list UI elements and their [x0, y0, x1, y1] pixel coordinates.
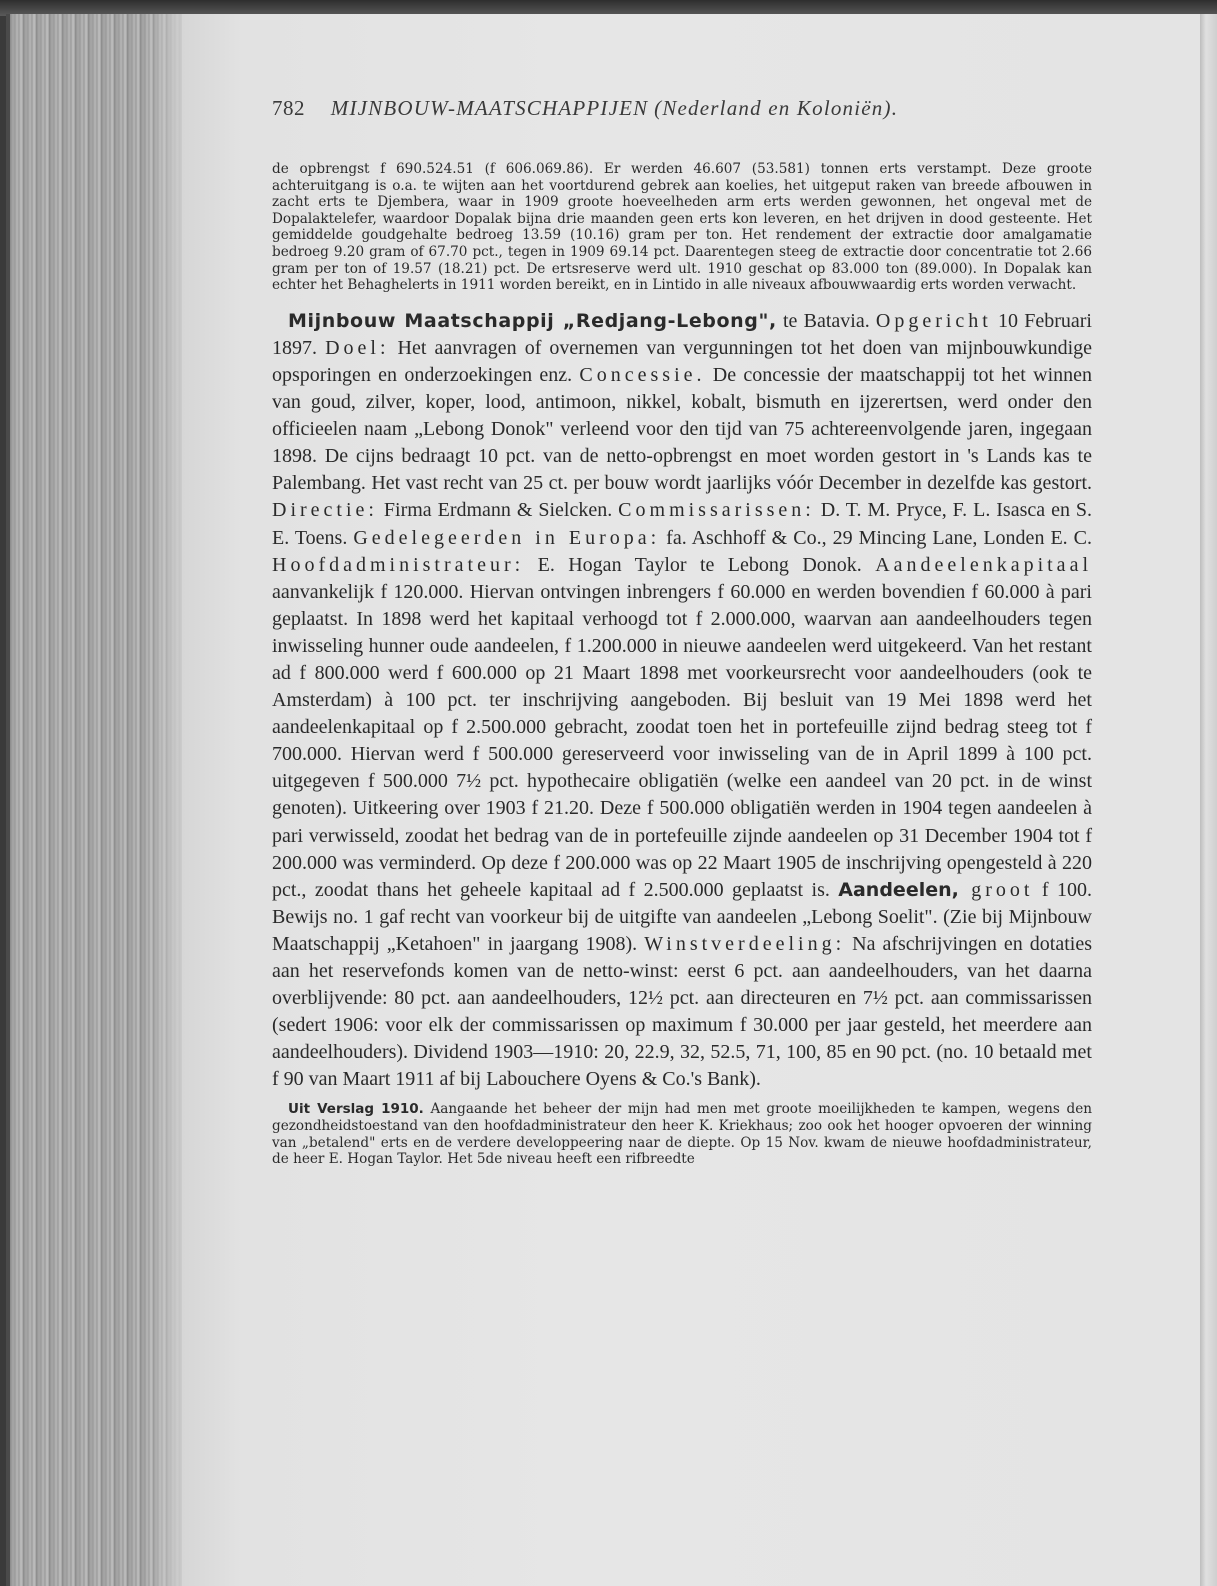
label-gedelegeerden: Gedelegeerden in Europa:: [353, 526, 661, 549]
text-opgericht: 10 Februari 1897.: [272, 309, 1092, 359]
running-subtitle: (Nederland en Koloniën).: [654, 96, 899, 120]
text-directie: Firma Erdmann & Sielcken.: [377, 499, 619, 522]
label-opgericht: Opgericht: [875, 309, 992, 332]
text-aandeelenkapitaal: aanvankelijk f 120.000. Hiervan ontvingen inbrengers f 60.000 en werden bovendien f 60.000 à pari geplaatst. In 1898 werd het kapitaal verhoogd tot f 2.000.000, waarvan aan aandeelhouders tegen inwisseling hunner oude aandeelen, f 1.200.000 in nieuwe aandeelen werd uitgekeerd. Van het restant ad f 800.000 werd f 600.000 op 21 Maart 1898 met voorkeursrecht voor aandeelhouders (ook te Amsterdam) à 100 pct. ter inschrijving aangeboden. Bij besluit van 19 Mei 1898 werd het aandeelenkapitaal op f 2.500.000 gebracht, zoodat toen het in portefeuille zijnd bedrag steeg tot f 700.000. Hiervan werd f 500.000 gereserveerd voor inwisseling van de in April 1899 à 100 pct. uitgegeven f 500.000 7½ pct. hypothecaire obligatiën (welke een aandeel van 20 pct. in de winst genoten). Uitkeering over 1903 f 21.20. Deze f 500.000 obligatiën werden in 1904 tegen aandeelen à pari verwisseld, zoodat het bedrag van de in portefeuille zijnde aandeelen op 31 December 1904 tot f 200.000 was verminderd. Op deze f 200.000 was op 22 Maart 1905 de inschrijving opengesteld à 220 pct., zoodat thans het geheele kapitaal ad f 2.500.000 geplaatst is.: [272, 580, 1092, 901]
book-page-stack: [6, 14, 186, 1586]
verslag-text: Aangaande het beheer der mijn had men met groote moeilijkheden te kampen, wegens den gezondheidstoestand van den hoofdadministrateur den heer K. Kriekhaus; zoo ook het hooger opvoeren der winning van „betalend" erts en de verdere developpeering naar de diepte. Op 15 Nov. kwam de nieuwe hoofdadministrateur, de heer E. Hogan Taylor. Het 5de niveau heeft een rifbreedte: [272, 1101, 1092, 1168]
page-number: 782: [272, 96, 305, 120]
text-gedelegeerden: fa. Aschhoff & Co., 29 Mincing Lane, Londen E. C.: [660, 526, 1093, 549]
verslag-heading: Uit Verslag 1910.: [288, 1101, 424, 1118]
company-entry: [272, 308, 1092, 1094]
label-commissarissen: Commissarissen:: [618, 499, 815, 522]
text-doel: Het aanvragen of overnemen van vergunningen tot het doen van mijnbouwkundige opsporingen en onderzoekingen enz.: [272, 336, 1093, 386]
intro-paragraph: de opbrengst f 690.524.51 (f 606.069.86). Er werden 46.607 (53.581) tonnen erts verstampt. Deze groote achteruitgang is o.a. te wijten aan het voortdurend gebrek aan koelies, het uitgeput raken van breede afbouwen in zacht erts te Djembera, waar in 1909 groote hoeveelheden arm erts werden gewonnen, het ongeval met de Dopalaktelefer, waardoor Dopalak bijna drie maanden geen erts kon leveren, en het drijven in dood gesteente. Het gemiddelde goudgehalte bedroeg 13.59 (10.16) gram per ton. Het rendement der extractie door amalgamatie bedroeg 9.20 gram of 67.70 pct., tegen in 1909 69.14 pct. Daarentegen steeg de extractie door concentratie tot 2.66 gram per ton of 19.57 (18.21) pct. De ertsreserve werd ult. 1910 geschat op 83.000 ton (89.000). In Dopalak kan echter het Behaghelerts in 1911 worden bereikt, en in Lintido in alle niveaux afbouwwaardig erts worden verwacht.: [272, 161, 1092, 294]
company-location: te Batavia.: [776, 309, 870, 332]
text-winstverdeeling: Na afschrijvingen en dotaties aan het reservefonds komen van de netto-winst: eerst 6 pct. aan aandeelhouders, van het daarna overblijvende: 80 pct. aan aandeelhouders, 12½ pct. aan directeuren en 7½ pct. aan commissarissen (sedert 1906: voor elk der commissarissen op maximum f 30.000 per jaar gesteld, het meerdere aan aandeelhouders). Dividend 1903—1910: 20, 22.9, 32, 52.5, 71, 100, 85 en 90 pct. (no. 10 betaald met f 90 van Maart 1911 af bij Labouchere Oyens & Co.'s Bank).: [272, 932, 1093, 1091]
text-aandeelen: f 100. Bewijs no. 1 gaf recht van voorkeur bij de uitgifte van aandeelen „Lebong Soelit". (Zie bij Mijnbouw Maatschappij „Ketahoen" in jaargang 1908).: [272, 878, 1092, 955]
text-concessie: De concessie der maatschappij tot het winnen van goud, zilver, koper, lood, antimoon, nikkel, kobalt, bismuth en ijzerertsen, werd onder den officieelen naam „Lebong Donok" verleend voor den tijd van 75 achtereenvolgende jaren, ingegaan 1898. De cijns bedraagt 10 pct. van de netto-opbrengst en moet worden gestort in 's Lands kas te Palembang. Het vast recht van 25 ct. per bouw wordt jaarlijks vóór December in dezelfde kas gestort.: [272, 363, 1093, 495]
label-doel: Doel:: [325, 336, 390, 359]
label-groot: groot: [958, 878, 1034, 901]
label-winstverdeeling: Winstverdeeling:: [644, 932, 846, 955]
label-concessie: Concessie.: [579, 363, 706, 386]
page-right-edge: [1200, 14, 1217, 1586]
label-hoofdadministrateur: Hoofdadministrateur:: [272, 553, 525, 576]
label-aandeelen: Aandeelen,: [838, 878, 959, 901]
running-title: MIJNBOUW-MAATSCHAPPIJEN: [330, 96, 649, 120]
label-directie: Directie:: [272, 499, 378, 522]
page-content: [272, 96, 1092, 1168]
verslag-paragraph: [272, 1101, 1092, 1167]
text-commissarissen: D. T. M. Pryce, F. L. Isasca en S. E. Toens.: [272, 499, 1093, 549]
running-header: [272, 96, 1092, 121]
text-hoofdadministrateur: E. Hogan Taylor te Lebong Donok.: [524, 553, 876, 576]
company-name: Mijnbouw Maatschappij „Redjang-Lebong",: [288, 309, 777, 332]
label-aandeelenkapitaal: Aandeelenkapitaal: [875, 553, 1092, 576]
